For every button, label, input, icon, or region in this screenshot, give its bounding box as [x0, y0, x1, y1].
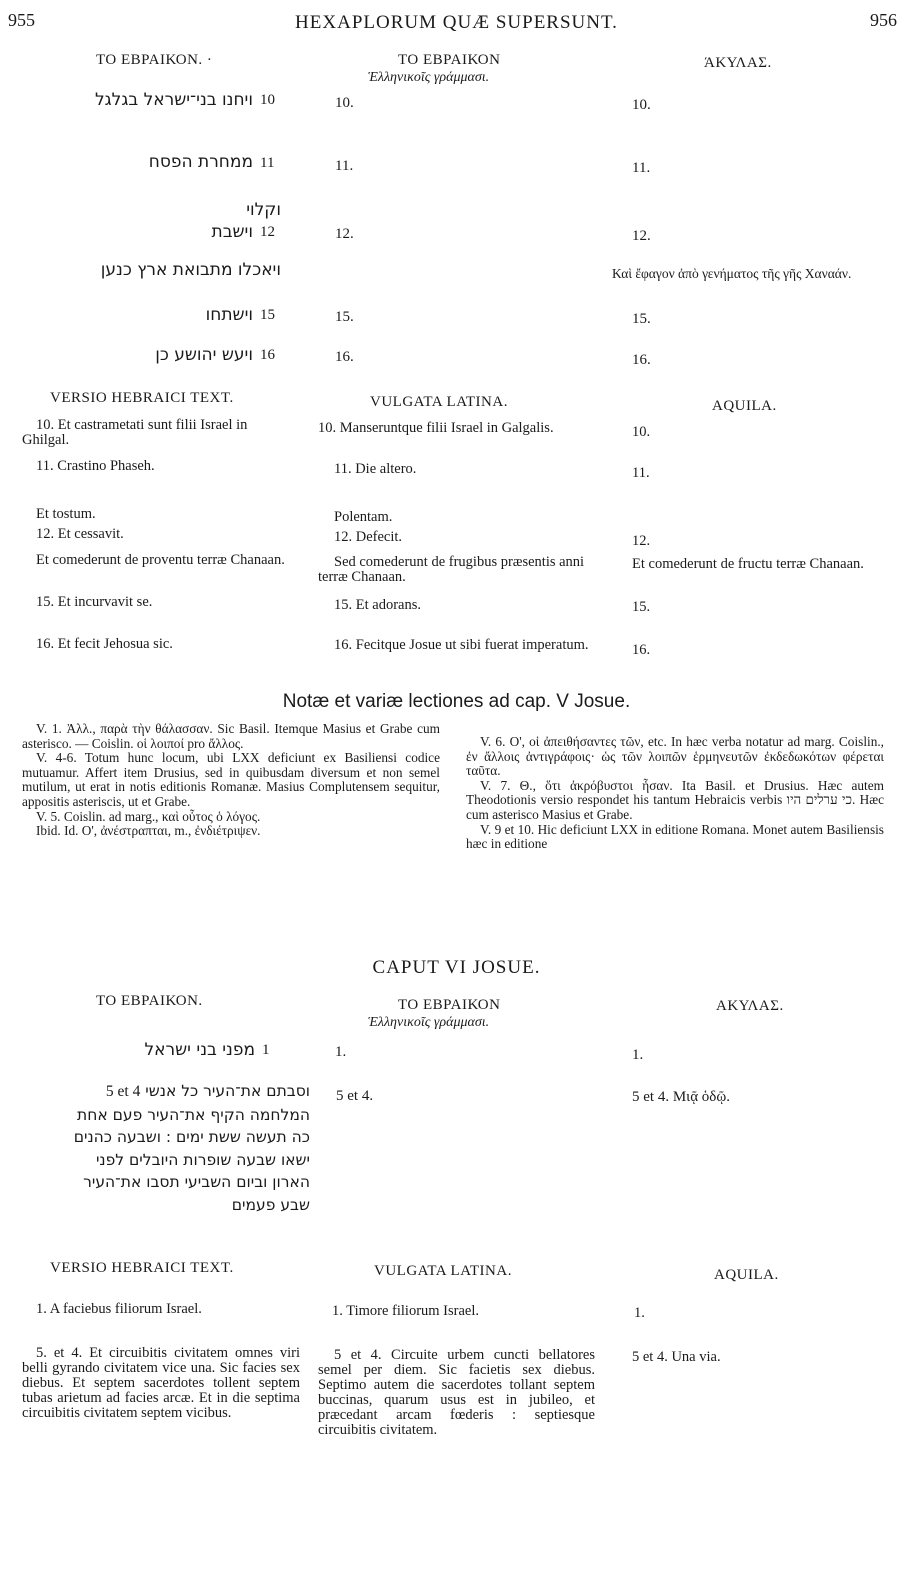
- cap6-header-aquila: ΑΚΥΛΑΣ.: [716, 998, 784, 1014]
- cap5-greek-entry: 16.: [335, 349, 354, 365]
- notes-title: Notæ et variæ lectiones ad cap. V Josue.: [282, 691, 631, 712]
- cap5-vulgata-entry: 16. Fecitque Josue ut sibi fuerat imperatum.: [334, 637, 589, 653]
- cap5-versio-entry: 11. Crastino Phaseh.: [36, 458, 155, 474]
- cap5-versio-entry: Et tostum.: [36, 506, 96, 522]
- cap5-latin-header-vulgata: VULGATA LATINA.: [370, 394, 508, 410]
- caput-vi-title: CAPUT VI JOSUE.: [372, 957, 541, 978]
- page-number-left: 955: [8, 10, 35, 30]
- cap5-verse-num: 12: [260, 224, 275, 240]
- note-paragraph: V. 7. Θ., ὅτι ἀκρόβυστοι ἦσαν. Ita Basil. et Drusius. Hæc autem Theodotionis versio respondet his tantum Hebraicis verbis כי ערלים היו. Hæc cum asterisco Masius et Grabe.: [466, 777, 884, 822]
- cap5-hebrew-line: ויעש יהושע כן: [155, 345, 253, 365]
- note-paragraph: V. 1. Ἀλλ., παρὰ τὴν θάλασσαν. Sic Basil. Itemque Masius et Grabe cum asterisco. — Coislin. οἱ λοιποί pro ἄλλος.: [22, 721, 440, 751]
- cap6-vulgata-entry: 5 et 4. Circuite urbem cuncti bellatores semel per diem. Sic facietis sex diebus. Septimo autem die sacerdotes tollant septem buccinas, quarum usus est in jubileo, et præcedant arcam fœderis : septiesque circuibitis civitatem.: [318, 1347, 595, 1438]
- cap5-header-greek-sub: Ἑλληνικοῖς γράμμασι.: [368, 70, 490, 85]
- notes-right-column: [466, 735, 884, 852]
- cap5-versio-entry: 12. Et cessavit.: [36, 526, 124, 542]
- cap5-aquila-latin-entry: 15.: [632, 599, 651, 615]
- cap6-hebrew-line: המלחמה הקיף את־העיר פעם אחת: [77, 1105, 310, 1124]
- cap5-aquila-entry: 15.: [632, 311, 651, 327]
- cap5-verse-num: 10: [260, 92, 275, 108]
- notes-left-column: [22, 722, 440, 839]
- note-paragraph: V. 4-6. Totum hunc locum, ubi LXX deficiunt ex Basiliensi codice mutuamur. Affert item Drusius, sed in quibusdam diversum et non semel mutilum, ut erat in notis editionis Romanæ. Masius Complutensem sequitur, appositis asteriscis, ut et Grabe.: [22, 750, 440, 809]
- cap5-aquila-entry: 12.: [632, 228, 651, 244]
- cap6-latin-header-aquila: AQUILA.: [714, 1267, 779, 1283]
- cap6-verse-num: 1: [262, 1042, 270, 1058]
- cap5-header-hebrew: ΤΟ ΕΒΡΑΙΚΟΝ. ·: [96, 52, 213, 68]
- cap5-aquila-entry: 10.: [632, 97, 651, 113]
- cap5-latin-header-aquila: AQUILA.: [712, 398, 777, 414]
- cap6-aquila-latin-entry: 5 et 4. Una via.: [632, 1349, 721, 1365]
- note-paragraph: V. 5. Coislin. ad marg., καὶ οὗτος ὁ λόγος.: [36, 808, 261, 824]
- cap5-hebrew-line: וקלוי: [246, 200, 281, 220]
- cap5-hebrew-line: ויאכלו מתבואת ארץ כנען: [100, 260, 281, 280]
- note-paragraph: Ibid. Id. Ο', ἀνέστραπται, m., ἐνδιέτριψεν.: [36, 823, 261, 839]
- cap5-header-aquila: ΆΚΥΛΑΣ.: [704, 55, 772, 71]
- cap6-versio-entry: 1. A faciebus filiorum Israel.: [36, 1301, 202, 1317]
- cap5-hebrew-line: ממחרת הפסח: [148, 152, 253, 172]
- note-paragraph: V. 6. Ο', οἱ ἀπειθήσαντες τῶν, etc. In hæc verba notatur ad marg. Coislin., ἐν ἄλλοις ἀντιγράφοις· ὡς τῶν λοιπῶν ἑρμηνευτῶν ἐκδεδωκότων φέρεται ταῦτα.: [466, 734, 884, 779]
- cap6-header-greek-sub: Ἑλληνικοῖς γράμμασι.: [368, 1015, 490, 1030]
- cap5-versio-entry: Et comederunt de proventu terræ Chanaan.: [36, 552, 285, 568]
- cap5-aquila-latin-entry: Et comederunt de fructu terræ Chanaan.: [632, 556, 864, 572]
- cap5-vulgata-entry: 15. Et adorans.: [334, 597, 421, 613]
- cap6-header-greek: ΤΟ ΕΒΡΑΙΚΟΝ: [398, 997, 501, 1013]
- cap6-header-hebrew: ΤΟ ΕΒΡΑΙΚΟΝ.: [96, 993, 203, 1009]
- cap5-aquila-entry: Καὶ ἔφαγον ἀπὸ γενήματος τῆς γῆς Χαναάν.: [612, 266, 852, 281]
- cap6-hebrew-line: וסבתם את־העיר כל אנשי: [145, 1082, 310, 1100]
- cap5-hebrew-line: ויחנו בני־ישראל בגלגל: [95, 90, 253, 110]
- cap6-vulgata-entry: 1. Timore filiorum Israel.: [332, 1303, 480, 1319]
- cap5-greek-entry: 10.: [335, 95, 354, 111]
- cap5-verse-num: 16: [260, 347, 275, 363]
- cap6-hebrew-line: כה תעשה ששת ימים : ושבעה כהנים: [73, 1128, 310, 1146]
- cap6-hebrew-line: מפני בני ישראל: [144, 1040, 255, 1060]
- cap5-aquila-latin-entry: 12.: [632, 533, 651, 549]
- cap5-hebrew-line: וישבת: [211, 222, 253, 242]
- cap5-greek-entry: 12.: [335, 226, 354, 242]
- cap6-hebrew-block: [20, 1080, 310, 1216]
- cap5-versio-entry: 16. Et fecit Jehosua sic.: [36, 636, 173, 652]
- cap5-greek-entry: 15.: [335, 309, 354, 325]
- cap6-aquila-entry: 1.: [632, 1047, 644, 1063]
- cap6-latin-header-vulgata: VULGATA LATINA.: [374, 1263, 512, 1279]
- cap5-versio-entry: 15. Et incurvavit se.: [36, 594, 153, 610]
- cap5-verse-num: 15: [260, 307, 275, 323]
- cap6-hebrew-line: שבע פעמים: [231, 1195, 310, 1214]
- cap5-header-greek: ΤΟ ΕΒΡΑΙΚΟΝ: [398, 52, 501, 68]
- cap6-versio-entry: 5. et 4. Et circuibitis civitatem omnes viri belli gyrando civitatem vice una. Sic facies sex diebus. Et septem sacerdotes tollent septem tubas arietum ad facies arcæ. Et in die septima circuibitis civitatem septem vicibus.: [22, 1345, 300, 1421]
- cap5-vulgata-entry: Polentam.: [334, 509, 393, 525]
- cap5-vulgata-entry: 10. Manseruntque filii Israel in Galgalis.: [318, 420, 554, 436]
- cap5-vulgata-entry: 11. Die altero.: [334, 461, 417, 477]
- cap6-aquila-latin-entry: 1.: [634, 1305, 645, 1321]
- cap6-hebrew-line: ישאו שבעה שופרות היובלים לפני: [95, 1150, 310, 1169]
- cap6-verse-num: 5 et 4: [105, 1083, 141, 1100]
- cap5-aquila-entry: 11.: [632, 160, 651, 176]
- cap5-aquila-latin-entry: 16.: [632, 642, 651, 658]
- cap5-aquila-latin-entry: 11.: [632, 465, 650, 481]
- cap6-latin-header-versio: VERSIO HEBRAICI TEXT.: [50, 1260, 234, 1276]
- cap5-greek-entry: 11.: [335, 158, 354, 174]
- cap5-vulgata-entry: Sed comederunt de frugibus præsentis anni terræ Chanaan.: [318, 554, 585, 585]
- cap5-hebrew-line: וישתחו: [205, 305, 253, 325]
- cap5-aquila-latin-entry: 10.: [632, 424, 651, 440]
- cap6-hebrew-line: הארון וביום השביעי תסבו את־העיר: [83, 1173, 310, 1191]
- cap5-versio-entry: 10. Et castrametati sunt filii Israel in Ghilgal.: [22, 417, 248, 448]
- note-paragraph: V. 9 et 10. Hic deficiunt LXX in editione Romana. Monet autem Basiliensis hæc in editione: [466, 821, 884, 852]
- cap5-aquila-entry: 16.: [632, 352, 651, 368]
- cap6-aquila-entry: 5 et 4. Μιᾷ ὁδῷ.: [632, 1089, 730, 1105]
- cap6-greek-entry: 5 et 4.: [336, 1088, 374, 1104]
- cap5-vulgata-entry: 12. Defecit.: [334, 529, 403, 545]
- cap5-latin-header-versio: VERSIO HEBRAICI TEXT.: [50, 390, 234, 406]
- page-number-right: 956: [870, 10, 897, 30]
- cap5-verse-num: 11: [260, 155, 275, 171]
- cap6-greek-entry: 1.: [335, 1044, 347, 1060]
- running-head-title: HEXAPLORUM QUÆ SUPERSUNT.: [295, 12, 618, 33]
